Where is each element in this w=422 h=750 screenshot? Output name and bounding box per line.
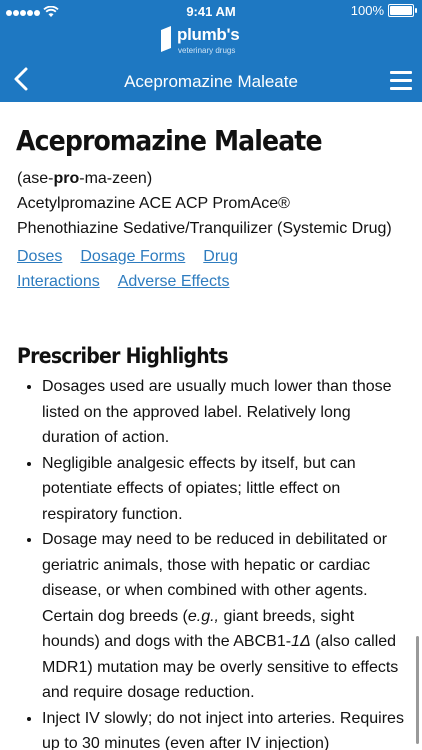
highlight-item: • Inject IV slowly; do not inject into arteries. Requires up to 30 minutes (even after IV injection) xyxy=(42,706,410,750)
highlight-item xyxy=(42,527,410,706)
hamburger-icon-bar xyxy=(390,71,412,74)
battery-indicator xyxy=(351,3,414,18)
pronunciation-stress: pro xyxy=(53,170,80,187)
pronunciation-pre: (ase- xyxy=(17,170,54,187)
pronunciation-post: -ma-zeen) xyxy=(79,170,153,187)
chevron-left-icon xyxy=(10,66,34,92)
prescriber-highlights-heading: Prescriber Highlights xyxy=(17,344,228,368)
back-button[interactable] xyxy=(10,66,34,92)
drug-classification: Phenothiazine Sedative/Tranquilizer (Systemic Drug) xyxy=(17,220,392,237)
battery-percent: 100% xyxy=(350,3,384,18)
link-dosage-forms[interactable]: Dosage Forms xyxy=(80,248,186,265)
menu-button[interactable] xyxy=(390,71,412,89)
navigation-bar xyxy=(0,22,422,102)
highlight-emphasis: 1Δ xyxy=(291,633,311,650)
hamburger-icon-bar xyxy=(390,79,412,82)
link-adverse-effects[interactable]: Adverse Effects xyxy=(117,273,230,290)
battery-fill xyxy=(390,6,412,15)
status-bar xyxy=(0,0,422,22)
page-title: Acepromazine Maleate xyxy=(124,72,298,91)
logo-mark-icon xyxy=(159,26,173,56)
clock: 9:41 AM xyxy=(186,4,236,19)
highlight-emphasis: e.g., xyxy=(187,607,219,625)
prescriber-highlights-list xyxy=(0,374,422,750)
brand-subtitle: veterinary drugs xyxy=(178,46,236,55)
highlight-text: giant breeds, sight hounds) and dogs with the ABCB1- xyxy=(42,607,355,650)
scroll-indicator[interactable] xyxy=(416,636,419,744)
drug-title: Acepromazine Maleate xyxy=(16,124,322,157)
highlight-text: (also called MDR1) mutation may be overly sensitive to effects and require dosage reduction. xyxy=(42,633,399,701)
highlight-text: Dosage may need to be reduced in debilitated or geriatric animals, those with hepatic or cardiac disease, or when combined with other agents. Certain dog breeds ( xyxy=(42,531,388,625)
highlight-item: • Negligible analgesic effects by itself, but can potentiate effects of opiates; little effect on respiratory function. xyxy=(42,451,410,528)
section-links xyxy=(17,244,397,294)
highlight-item: • Dosages used are usually much lower than those listed on the approved label. Relatively long duration of action. xyxy=(42,374,410,451)
hamburger-icon-bar xyxy=(390,87,412,90)
battery-icon xyxy=(388,4,414,17)
link-drug-interactions[interactable]: Drug Interactions xyxy=(17,248,238,290)
monograph-content[interactable] xyxy=(0,102,422,750)
brand-name: plumb's xyxy=(177,25,240,44)
plumbs-logo xyxy=(159,24,269,58)
link-doses[interactable]: Doses xyxy=(17,248,63,265)
other-names: Acetylpromazine ACE ACP PromAce® xyxy=(17,195,290,212)
pronunciation xyxy=(17,170,152,188)
